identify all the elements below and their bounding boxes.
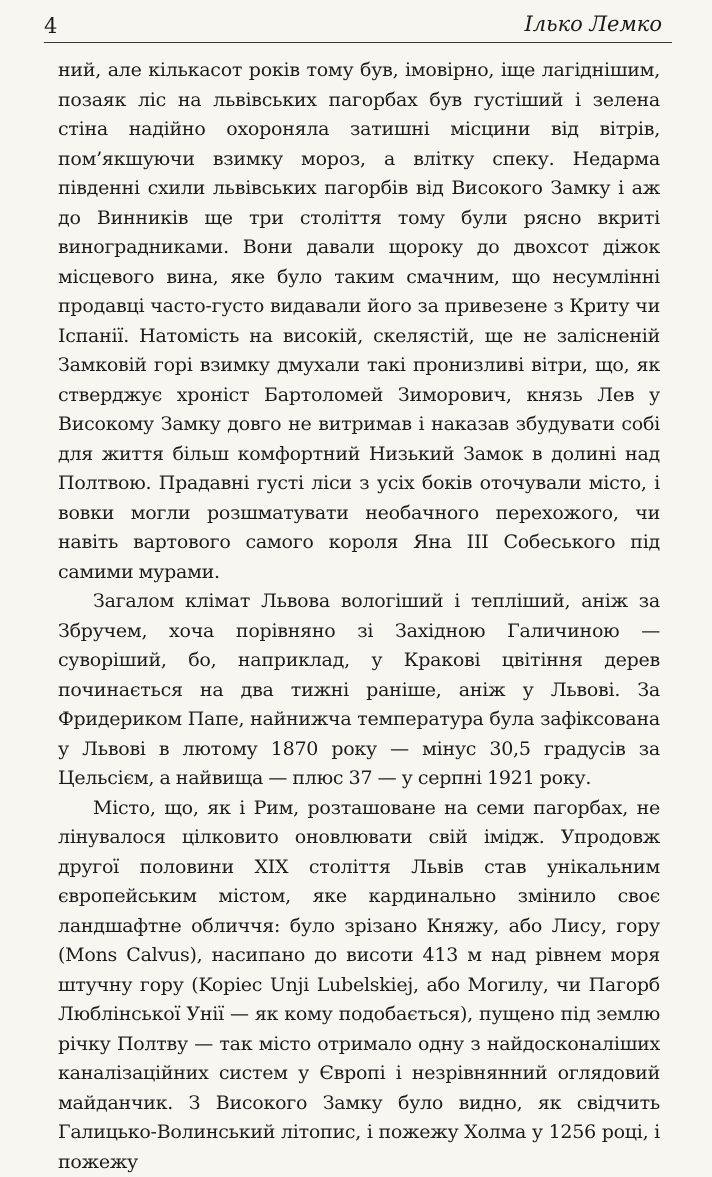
running-title: Ілько Лемко (524, 12, 662, 36)
header-rule (44, 42, 672, 43)
paragraph: Місто, що, як і Рим, розташоване на семи пагорбах, не лінувалося цілковито оновлювати свій імідж. Упродовж другої половини XIX століття Львів став унікальним європейським містом, яке кардинально змінило своє ландшафтне обличчя: було зрізано Княжу, або Лису, гору (Mons Calvus), насипано до висоти 413 м над рівнем моря штучну гору (Kopiec Unji Lubelskiej, або Могилу, чи Пагорб Люблінської Унії — як кому подобається), пущено під землю річку Полтву — так місто отримало одну з найдосконаліших каналізаційних систем у Європі і незрівнянний оглядовий майданчик. З Високого Замку було видно, як свідчить Галицько-Волинський літопис, і пожежу Холма у 1256 році, і пожежу (58, 794, 660, 1177)
page-number: 4 (44, 14, 57, 38)
body-text (58, 56, 660, 1177)
paragraph: Загалом клімат Львова вологіший і тепліший, аніж за Збручем, хоча порівняно зі Західною Галичиною — суворіший, бо, наприклад, у Кракові цвітіння дерев починається на два тижні раніше, аніж у Львові. За Фридериком Папе, найнижча температура була зафіксована у Львові в лютому 1870 року — мінус 30,5 градусів за Цельсієм, а найвища — плюс 37 — у серпні 1921 року. (58, 587, 660, 794)
paragraph: ний, але кількасот років тому був, імовірно, іще лагіднішим, позаяк ліс на львівських пагорбах був густіший і зелена стіна надійно охороняла затишні місцини від вітрів, пом’якшуючи взимку мороз, а влітку спеку. Недарма південні схили львівських пагорбів від Високого Замку і аж до Винників ще три століття тому були рясно вкриті виноградниками. Вони давали щороку до двохсот діжок місцевого вина, яке було таким смачним, що несумлінні продавці часто-густо видавали його за привезене з Криту чи Іспанії. Натомість на високій, скелястій, ще не залісненій Замковій горі взимку дмухали такі пронизливі вітри, що, як стверджує хроніст Бартоломей Зиморович, князь Лев у Високому Замку довго не витримав і наказав збудувати собі для життя більш комфортний Низький Замок в долині над Полтвою. Прадавні густі ліси з усіх боків оточували місто, і вовки могли розшматувати необачного перехожого, чи навіть вартового самого короля Яна III Собеського під самими мурами. (58, 56, 660, 587)
